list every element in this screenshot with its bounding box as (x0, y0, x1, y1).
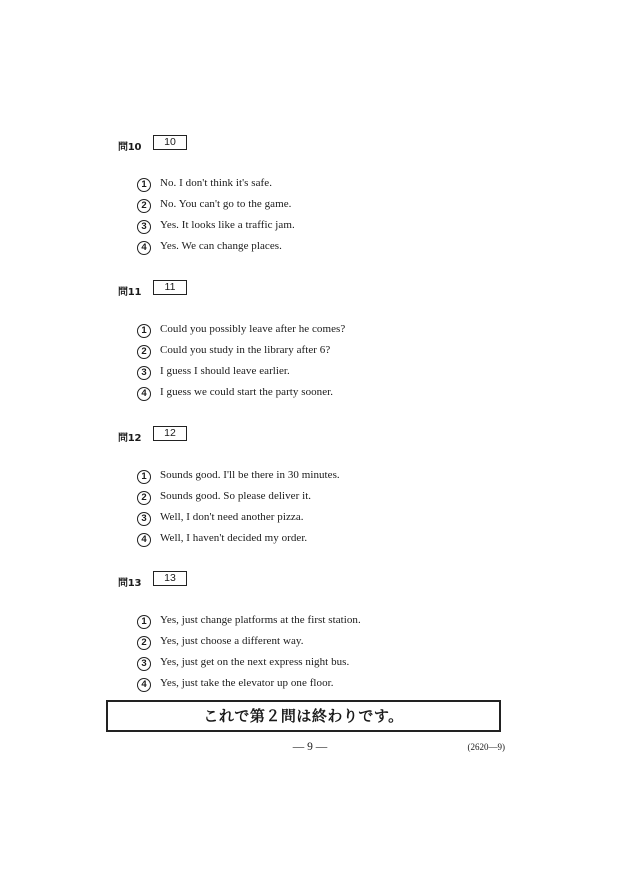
choice-number-icon: 1 (137, 615, 151, 629)
end-of-section-notice: これで第２問は終わりです。 (106, 700, 501, 732)
choice-number-icon: 1 (137, 178, 151, 192)
choice-text: Well, I don't need another pizza. (160, 511, 304, 523)
choice-number-icon: 3 (137, 512, 151, 526)
answer-box: 10 (153, 135, 187, 150)
choice-text: Yes, just change platforms at the first station. (160, 614, 361, 626)
question-label: 問13 (118, 578, 142, 589)
choice-text: No. I don't think it's safe. (160, 177, 272, 189)
choice-number-icon: 4 (137, 533, 151, 547)
page-number: — 9 — (292, 741, 328, 753)
choice-number-icon: 3 (137, 657, 151, 671)
choice-text: Yes, just take the elevator up one floor. (160, 677, 334, 689)
choice-text: No. You can't go to the game. (160, 198, 292, 210)
choice-number-icon: 1 (137, 470, 151, 484)
choice-number-icon: 4 (137, 241, 151, 255)
choice-text: Sounds good. So please deliver it. (160, 490, 312, 502)
choice-number-icon: 2 (137, 636, 151, 650)
question-label: 問11 (118, 287, 142, 298)
question-label: 問10 (118, 142, 142, 153)
choice-number-icon: 4 (137, 678, 151, 692)
choice-text: I guess we could start the party sooner. (160, 386, 334, 398)
choice-number-icon: 2 (137, 491, 151, 505)
answer-box: 11 (153, 280, 187, 295)
choice-text: Well, I haven't decided my order. (160, 532, 308, 544)
choice-text: Could you study in the library after 6? (160, 344, 331, 356)
question-label: 問12 (118, 433, 142, 444)
choice-text: Yes, just choose a different way. (160, 635, 304, 647)
choice-number-icon: 2 (137, 199, 151, 213)
answer-box: 12 (153, 426, 187, 441)
choice-text: Yes, just get on the next express night bus. (160, 656, 350, 668)
choice-text: Yes. We can change places. (160, 240, 282, 252)
choice-text: I guess I should leave earlier. (160, 365, 290, 377)
answer-box: 13 (153, 571, 187, 586)
choice-text: Sounds good. I'll be there in 30 minutes. (160, 469, 340, 481)
choice-number-icon: 3 (137, 220, 151, 234)
choice-text: Yes. It looks like a traffic jam. (160, 219, 295, 231)
choice-number-icon: 3 (137, 366, 151, 380)
document-code: (2620—9) (467, 742, 505, 752)
choice-number-icon: 4 (137, 387, 151, 401)
choice-text: Could you possibly leave after he comes? (160, 323, 346, 335)
choice-number-icon: 1 (137, 324, 151, 338)
choice-number-icon: 2 (137, 345, 151, 359)
